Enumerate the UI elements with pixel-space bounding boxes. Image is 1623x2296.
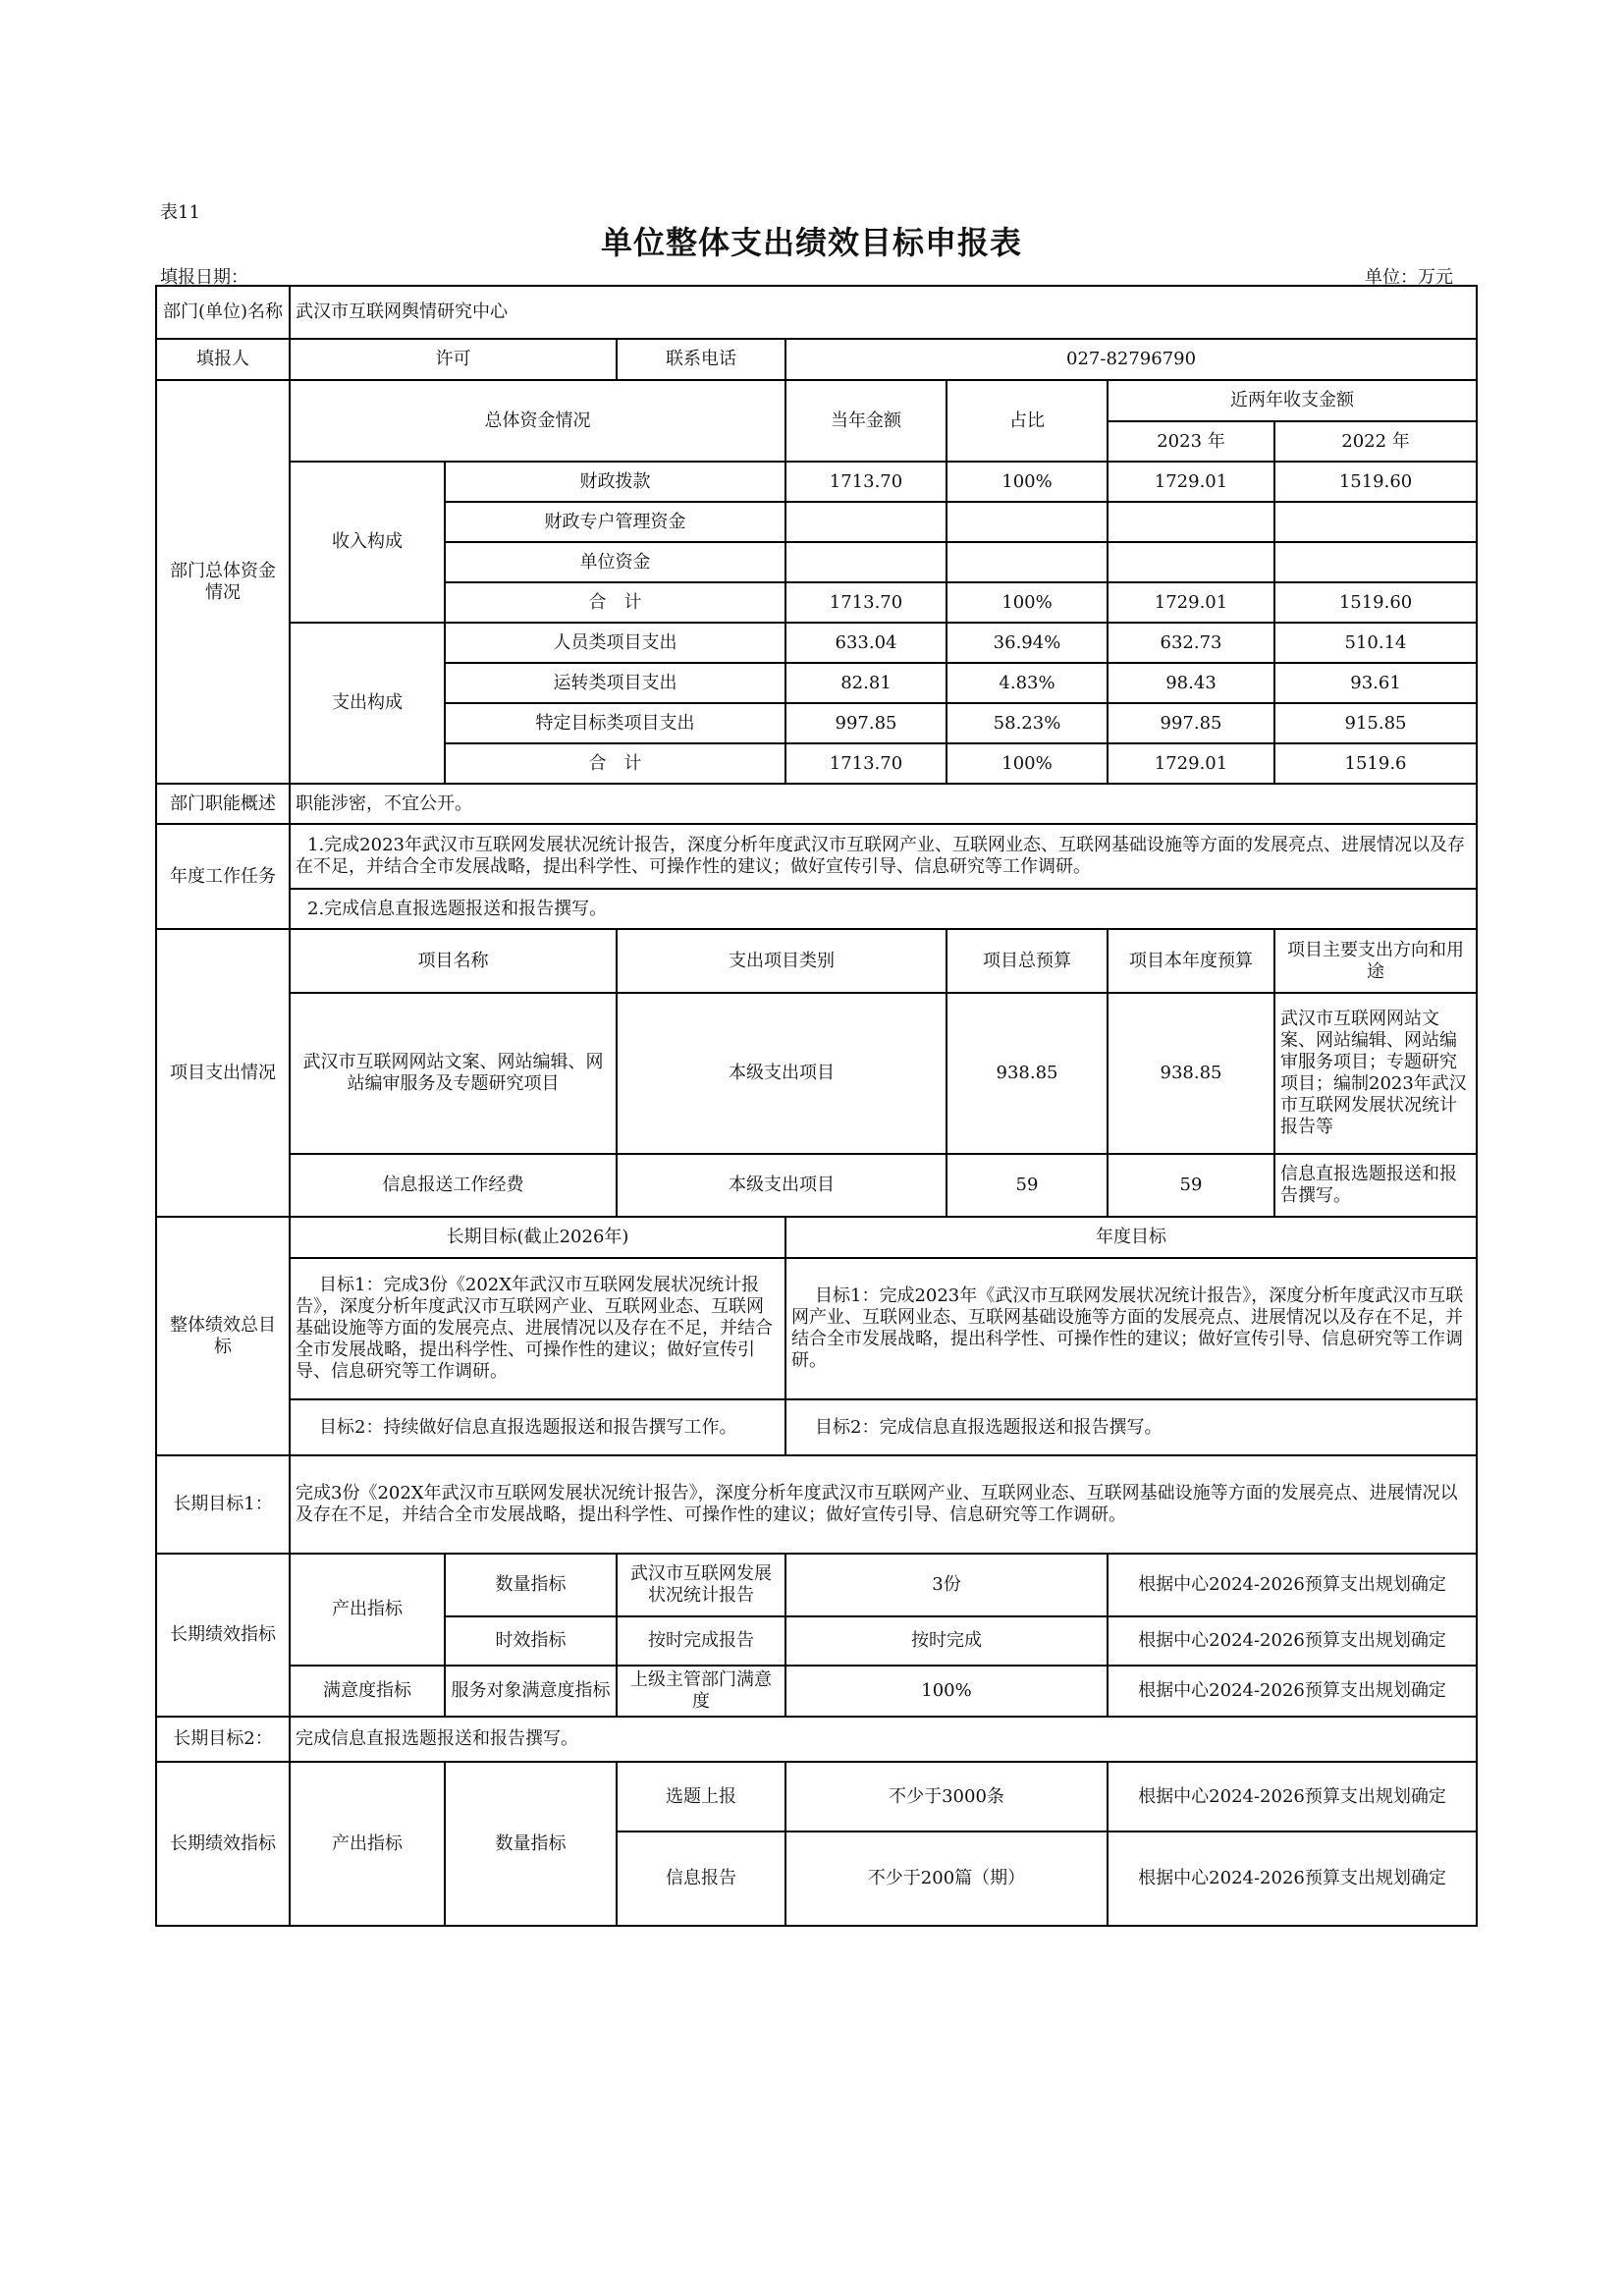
- year-2023-header: 2023 年: [1108, 421, 1274, 462]
- indicator-name: 上级主管部门满意度: [617, 1666, 785, 1717]
- project-type: 本级支出项目: [617, 993, 947, 1154]
- table-number: 表11: [160, 202, 200, 223]
- quantity-indicator-label: 数量指标: [445, 1554, 617, 1616]
- long-term-goal-1-label: 长期目标1：: [156, 1455, 290, 1554]
- indicator-row: [156, 1554, 1477, 1616]
- income-composition-label: 收入构成: [290, 462, 445, 623]
- indicator-row: [156, 1762, 1477, 1831]
- project-name-header: 项目名称: [290, 929, 617, 993]
- indicator-value: 不少于200篇（期）: [785, 1831, 1108, 1926]
- income-ratio: [947, 502, 1108, 542]
- long-term-goal-2: 目标2：持续做好信息直报选题报送和报告撰写工作。: [290, 1399, 785, 1455]
- expense-item-name: 运转类项目支出: [445, 663, 785, 703]
- ratio-header: 占比: [947, 380, 1108, 462]
- expense-2023: 632.73: [1108, 623, 1274, 663]
- project-use-header: 项目主要支出方向和用途: [1274, 929, 1477, 993]
- duty-label: 部门职能概述: [156, 784, 290, 824]
- indicator-value: 3份: [785, 1554, 1108, 1616]
- income-item-name: 财政专户管理资金: [445, 502, 785, 542]
- goals-header-row: [156, 1217, 1477, 1258]
- expense-2022: 510.14: [1274, 623, 1477, 663]
- expense-2022: 915.85: [1274, 703, 1477, 743]
- expense-amount: 997.85: [785, 703, 947, 743]
- overall-goals-label: 整体绩效总目标: [156, 1217, 290, 1455]
- indicator-value: 100%: [785, 1666, 1108, 1717]
- performance-target-table: [155, 285, 1478, 1927]
- income-row: [156, 462, 1477, 502]
- goal1-row: [156, 1258, 1477, 1399]
- task-row: [156, 889, 1477, 929]
- income-ratio: 100%: [947, 582, 1108, 623]
- funds-section-label: 部门总体资金情况: [156, 380, 290, 784]
- fill-date-label: 填报日期：: [160, 267, 248, 288]
- indicator-basis: 根据中心2024-2026预算支出规划确定: [1108, 1554, 1477, 1616]
- income-ratio: [947, 542, 1108, 582]
- expense-row: [156, 623, 1477, 663]
- project-expense-label: 项目支出情况: [156, 929, 290, 1217]
- project-year-budget: 59: [1108, 1154, 1274, 1217]
- satisfaction-indicator-label: 满意度指标: [290, 1666, 445, 1717]
- indicator-name: 选题上报: [617, 1762, 785, 1831]
- indicator-name: 按时完成报告: [617, 1616, 785, 1666]
- indicator-name: 信息报告: [617, 1831, 785, 1926]
- expense-ratio: 58.23%: [947, 703, 1108, 743]
- project-type: 本级支出项目: [617, 1154, 947, 1217]
- expense-amount: 1713.70: [785, 743, 947, 784]
- project-use: 武汉市互联网网站文案、网站编辑、网站编审服务项目；专题研究项目；编制2023年武汉市互联网发展状况统计报告等: [1274, 993, 1477, 1154]
- income-2023: 1729.01: [1108, 462, 1274, 502]
- dept-name-label: 部门(单位)名称: [156, 286, 290, 339]
- overall-funds-label: 总体资金情况: [290, 380, 785, 462]
- task-row: [156, 824, 1477, 889]
- expense-ratio: 100%: [947, 743, 1108, 784]
- indicator-name: 武汉市互联网发展状况统计报告: [617, 1554, 785, 1616]
- income-2023: [1108, 502, 1274, 542]
- task-item: 1.完成2023年武汉市互联网发展状况统计报告，深度分析年度武汉市互联网产业、互联网业态、互联网基础设施等方面的发展亮点、进展情况以及存在不足，并结合全市发展战略，提出科学性、可操作性的建议；做好宣传引导、信息研究等工作调研。: [290, 824, 1477, 889]
- project-row: [156, 1154, 1477, 1217]
- expense-2023: 98.43: [1108, 663, 1274, 703]
- task-item: 2.完成信息直报选题报送和报告撰写。: [290, 889, 1477, 929]
- income-2023: 1729.01: [1108, 582, 1274, 623]
- expense-ratio: 36.94%: [947, 623, 1108, 663]
- income-ratio: 100%: [947, 462, 1108, 502]
- income-amount: [785, 502, 947, 542]
- expense-composition-label: 支出构成: [290, 623, 445, 784]
- long-term-goal-1-text: 完成3份《202X年武汉市互联网发展状况统计报告》，深度分析年度武汉市互联网产业、互联网业态、互联网基础设施等方面的发展亮点、进展情况以及存在不足，并结合全市发展战略，提出科学性、可操作性的建议；做好宣传引导、信息研究等工作调研。: [290, 1455, 1477, 1554]
- indicator-row: [156, 1666, 1477, 1717]
- long-term-goal-1: 目标1：完成3份《202X年武汉市互联网发展状况统计报告》，深度分析年度武汉市互联网产业、互联网业态、互联网基础设施等方面的发展亮点、进展情况以及存在不足，并结合全市发展战略，提出科学性、可操作性的建议；做好宣传引导、信息研究等工作调研。: [290, 1258, 785, 1399]
- indicator-value: 按时完成: [785, 1616, 1108, 1666]
- funds-header-row: [156, 380, 1477, 421]
- annual-goal-header: 年度目标: [785, 1217, 1477, 1258]
- long-term-goal-2-text: 完成信息直报选题报送和报告撰写。: [290, 1717, 1477, 1762]
- project-total: 59: [947, 1154, 1108, 1217]
- project-total: 938.85: [947, 993, 1108, 1154]
- income-item-name: 合 计: [445, 582, 785, 623]
- income-2022: 1519.60: [1274, 582, 1477, 623]
- goal2-row: [156, 1399, 1477, 1455]
- income-2023: [1108, 542, 1274, 582]
- income-2022: [1274, 502, 1477, 542]
- year-2022-header: 2022 年: [1274, 421, 1477, 462]
- filler-row: [156, 339, 1477, 380]
- long-term-goal-2-label: 长期目标2：: [156, 1717, 290, 1762]
- expense-2023: 997.85: [1108, 703, 1274, 743]
- project-header-row: [156, 929, 1477, 993]
- phone-label: 联系电话: [617, 339, 785, 380]
- annual-goal-1: 目标1：完成2023年《武汉市互联网发展状况统计报告》，深度分析年度武汉市互联网产业、互联网业态、互联网基础设施等方面的发展亮点、进展情况以及存在不足，并结合全市发展战略，提出科学性、可操作性的建议；做好宣传引导、信息研究等工作调研。: [785, 1258, 1477, 1399]
- expense-2022: 93.61: [1274, 663, 1477, 703]
- income-2022: 1519.60: [1274, 462, 1477, 502]
- project-year-budget: 938.85: [1108, 993, 1274, 1154]
- long-term-goal-1-row: [156, 1455, 1477, 1554]
- expense-item-name: 特定目标类项目支出: [445, 703, 785, 743]
- quantity-indicator-label: 数量指标: [445, 1762, 617, 1926]
- expense-item-name: 合 计: [445, 743, 785, 784]
- timeliness-indicator-label: 时效指标: [445, 1616, 617, 1666]
- indicator-value: 不少于3000条: [785, 1762, 1108, 1831]
- satisfaction-sub-label: 服务对象满意度指标: [445, 1666, 617, 1717]
- long-term-indicators-label: 长期绩效指标: [156, 1554, 290, 1717]
- dept-name-value: 武汉市互联网舆情研究中心: [290, 286, 1477, 339]
- filler-label: 填报人: [156, 339, 290, 380]
- duty-row: [156, 784, 1477, 824]
- annual-tasks-label: 年度工作任务: [156, 824, 290, 929]
- expense-ratio: 4.83%: [947, 663, 1108, 703]
- filler-value: 许可: [290, 339, 617, 380]
- project-total-header: 项目总预算: [947, 929, 1108, 993]
- income-amount: 1713.70: [785, 582, 947, 623]
- indicator-basis: 根据中心2024-2026预算支出规划确定: [1108, 1616, 1477, 1666]
- expense-item-name: 人员类项目支出: [445, 623, 785, 663]
- project-use: 信息直报选题报送和报告撰写。: [1274, 1154, 1477, 1217]
- indicator-basis: 根据中心2024-2026预算支出规划确定: [1108, 1831, 1477, 1926]
- project-year-header: 项目本年度预算: [1108, 929, 1274, 993]
- income-item-name: 单位资金: [445, 542, 785, 582]
- current-amount-header: 当年金额: [785, 380, 947, 462]
- expense-2023: 1729.01: [1108, 743, 1274, 784]
- income-2022: [1274, 542, 1477, 582]
- annual-goal-2: 目标2：完成信息直报选题报送和报告撰写。: [785, 1399, 1477, 1455]
- indicator-basis: 根据中心2024-2026预算支出规划确定: [1108, 1666, 1477, 1717]
- phone-value: 027-82796790: [785, 339, 1477, 380]
- indicator-basis: 根据中心2024-2026预算支出规划确定: [1108, 1762, 1477, 1831]
- long-term-indicators-label: 长期绩效指标: [156, 1762, 290, 1926]
- dept-name-row: [156, 286, 1477, 339]
- expense-amount: 82.81: [785, 663, 947, 703]
- income-amount: 1713.70: [785, 462, 947, 502]
- expense-2022: 1519.6: [1274, 743, 1477, 784]
- long-term-goal-2-row: [156, 1717, 1477, 1762]
- unit-label: 单位：万元: [1365, 267, 1453, 288]
- output-indicator-label: 产出指标: [290, 1554, 445, 1666]
- recent-years-header: 近两年收支金额: [1108, 380, 1477, 421]
- long-term-goal-header: 长期目标(截止2026年): [290, 1217, 785, 1258]
- page-title: 单位整体支出绩效目标申报表: [600, 224, 1022, 261]
- income-item-name: 财政拨款: [445, 462, 785, 502]
- project-name: 武汉市互联网网站文案、网站编辑、网站编审服务及专题研究项目: [290, 993, 617, 1154]
- project-name: 信息报送工作经费: [290, 1154, 617, 1217]
- expense-amount: 633.04: [785, 623, 947, 663]
- output-indicator-label: 产出指标: [290, 1762, 445, 1926]
- project-row: [156, 993, 1477, 1154]
- project-type-header: 支出项目类别: [617, 929, 947, 993]
- duty-text: 职能涉密，不宜公开。: [290, 784, 1477, 824]
- income-amount: [785, 542, 947, 582]
